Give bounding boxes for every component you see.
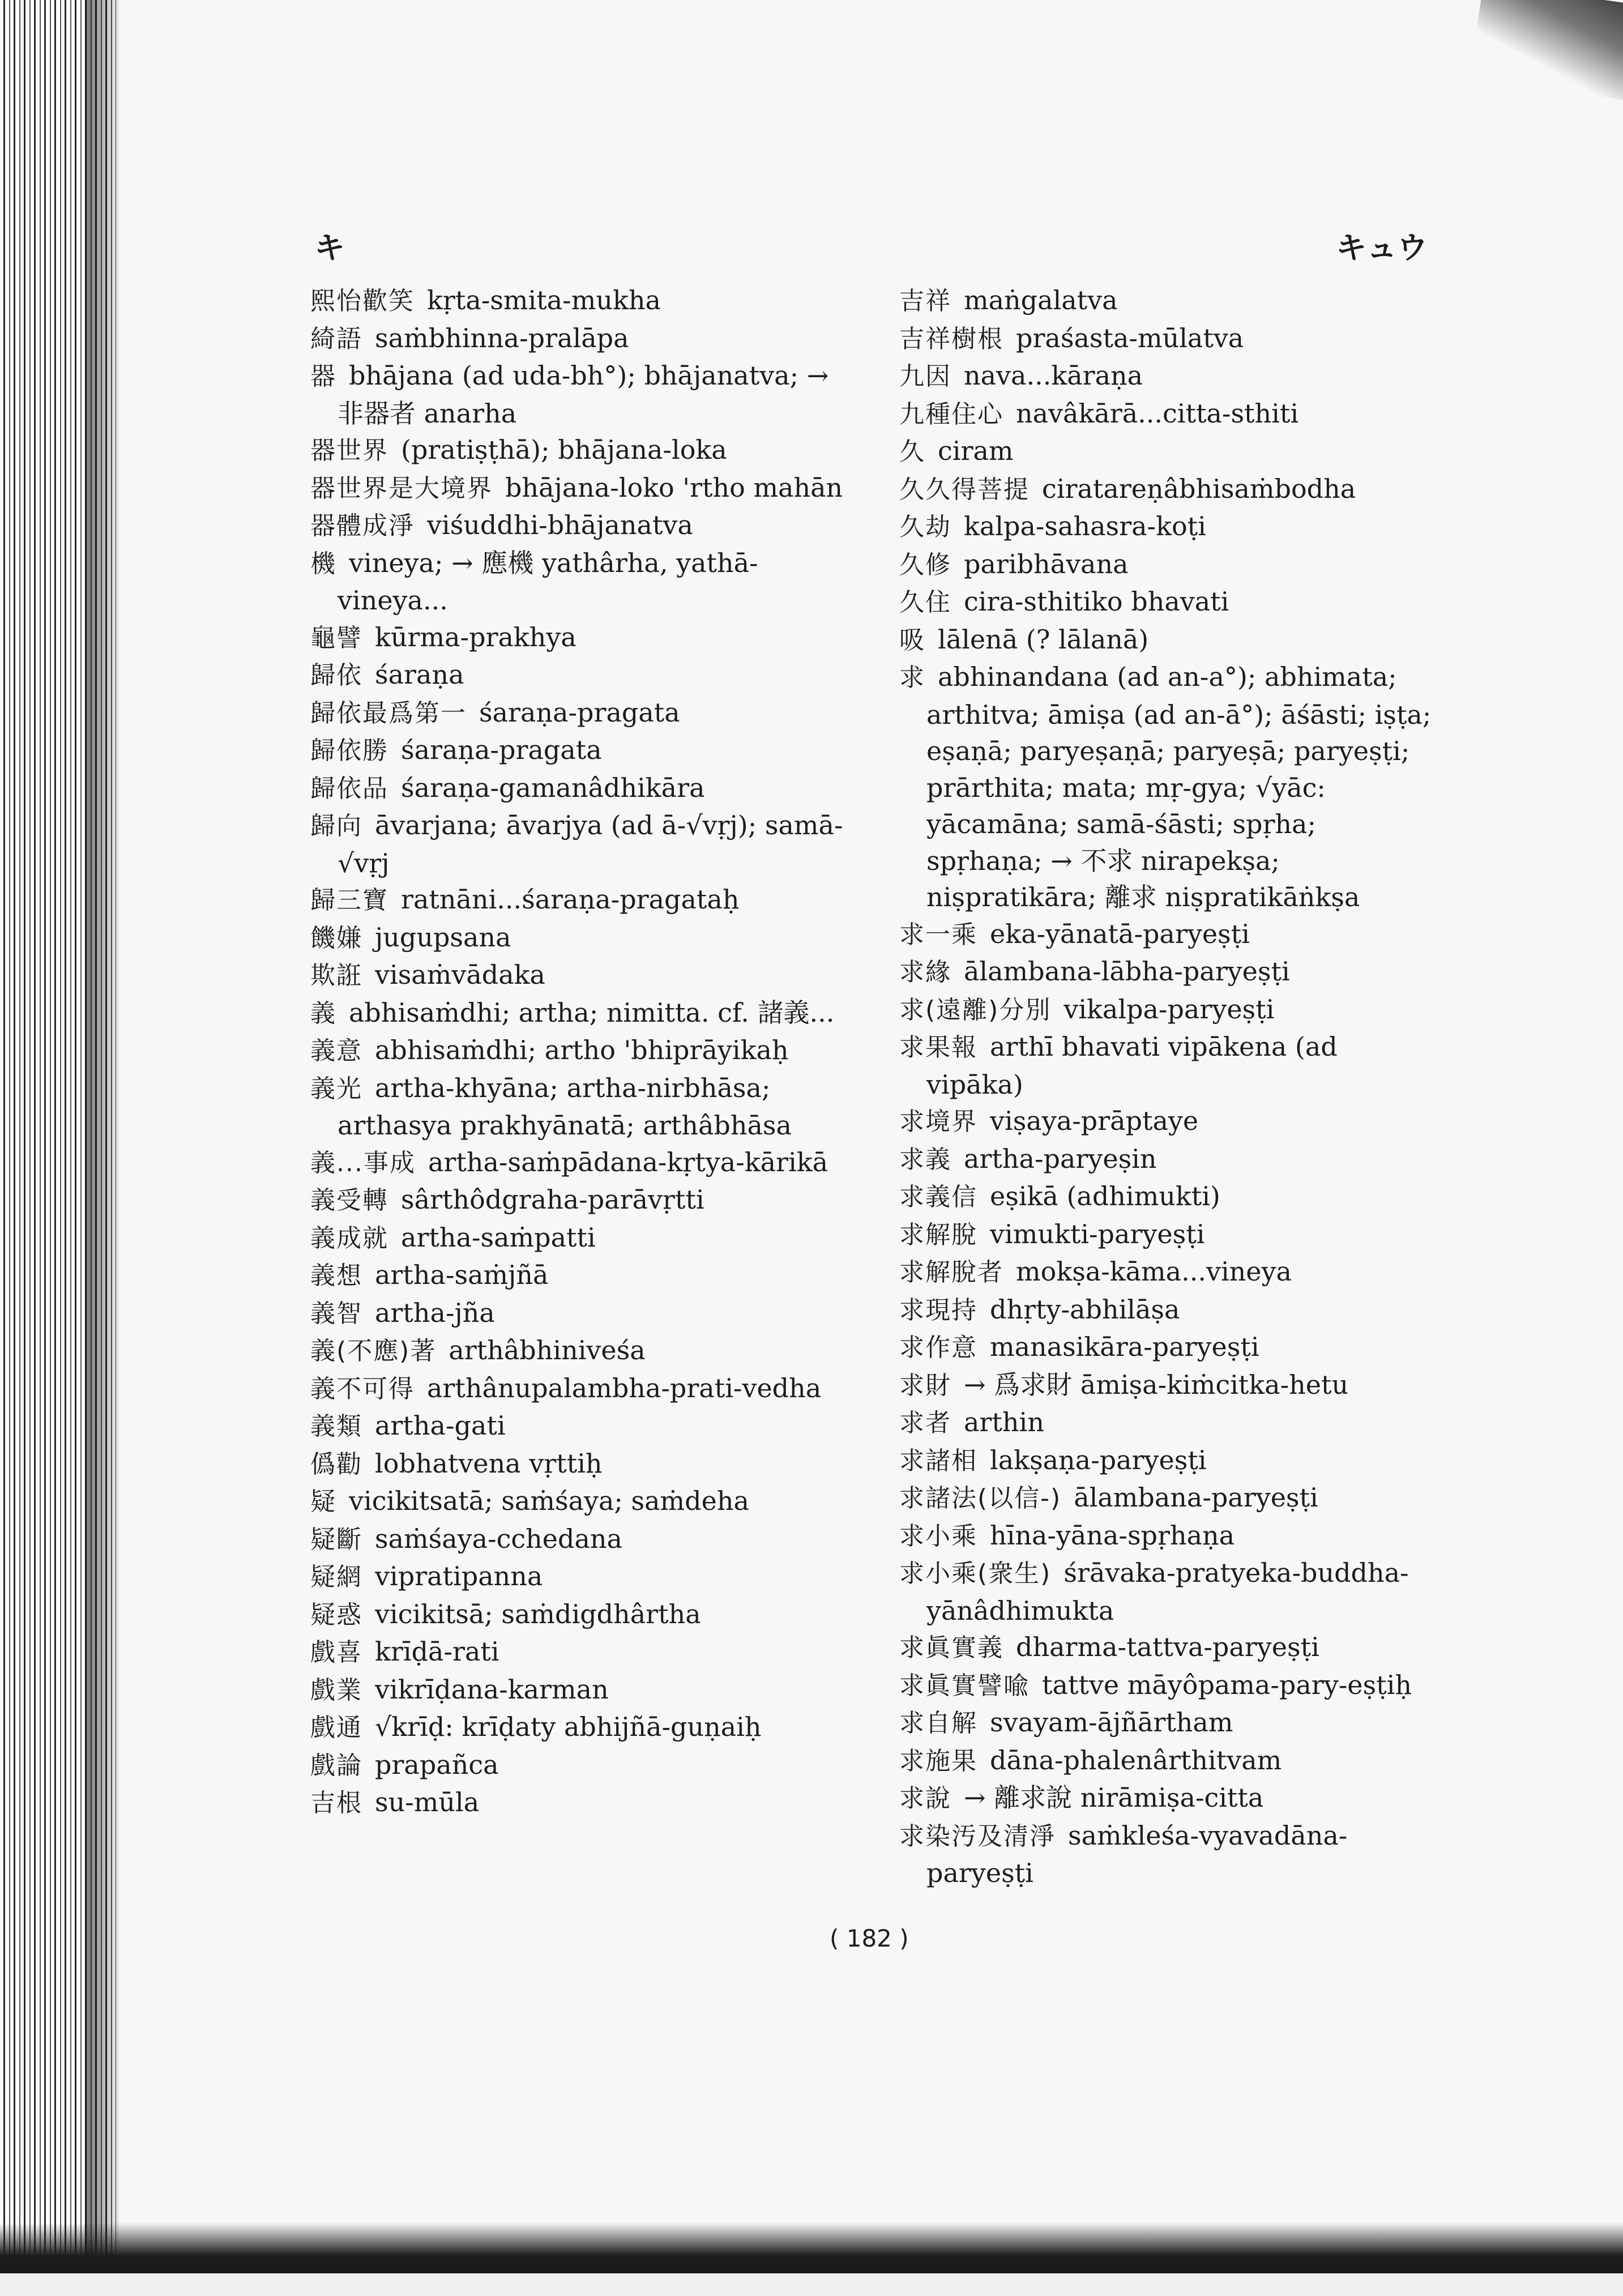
- dictionary-entry: [310, 995, 845, 1032]
- dictionary-entry: [310, 881, 845, 919]
- dictionary-entry: [899, 546, 1440, 584]
- entry-sanskrit: arthin: [964, 1407, 1044, 1437]
- dictionary-entry: [310, 1521, 845, 1559]
- dictionary-entry: [310, 1671, 845, 1709]
- entry-term: 疑惑: [310, 1600, 362, 1629]
- dictionary-entry: [899, 1367, 1440, 1405]
- entry-term: 戲通: [310, 1713, 362, 1742]
- running-header-left: キ: [314, 230, 345, 266]
- dictionary-entry: [899, 433, 1440, 471]
- entry-term: 吉根: [310, 1789, 362, 1817]
- dictionary-entry: [899, 1517, 1440, 1555]
- entry-sanskrit: vicikitsā; saṁdigdhârtha: [375, 1598, 701, 1629]
- entry-sanskrit: tattve māyôpama-pary-eṣṭiḥ: [1042, 1669, 1412, 1700]
- entry-term: 求眞實譬喩: [899, 1671, 1030, 1700]
- entry-term: 器世界是大境界: [310, 473, 493, 503]
- entry-term: 九因: [899, 362, 951, 391]
- entry-term: 義光: [310, 1074, 362, 1103]
- entry-sanskrit: vicikitsatā; saṁśaya; saṁdeha: [349, 1486, 749, 1516]
- dictionary-entry: [899, 1178, 1440, 1216]
- dictionary-entry: [310, 1295, 845, 1333]
- entry-term: 義: [310, 998, 336, 1028]
- entry-term: 歸依最爲第一: [310, 698, 467, 728]
- dictionary-entry: [899, 1817, 1440, 1892]
- dictionary-entry: [310, 470, 845, 507]
- entry-sanskrit: saṁbhinna-pralāpa: [375, 322, 629, 353]
- entry-term: 戲論: [310, 1751, 362, 1780]
- entry-sanskrit: artha-paryeṣin: [964, 1143, 1157, 1174]
- dictionary-entry: [310, 1709, 845, 1747]
- entry-sanskrit: lobhatvena vṛttiḥ: [375, 1448, 603, 1479]
- dictionary-entry: [899, 1442, 1440, 1480]
- entry-term: 求諸相: [899, 1446, 977, 1475]
- dictionary-entry: [899, 1253, 1440, 1291]
- entry-term: 歸三寶: [310, 886, 388, 915]
- entry-sanskrit: śaraṇa: [375, 659, 464, 690]
- entry-term: 歸依品: [310, 774, 388, 803]
- entry-sanskrit: vipratipanna: [375, 1561, 543, 1591]
- dictionary-entry: [310, 770, 845, 808]
- entry-sanskrit: maṅgalatva: [964, 285, 1118, 315]
- dictionary-entry: [899, 1141, 1440, 1179]
- dictionary-entry: [899, 357, 1440, 395]
- entry-term: 求義信: [899, 1183, 977, 1211]
- entry-sanskrit: śaraṇa-pragata: [479, 697, 680, 728]
- entry-sanskrit: √krīḍ: krīḍaty abhijñā-guṇaiḥ: [375, 1712, 762, 1742]
- entry-sanskrit: artha-khyāna; artha-nirbhāsa; arthasya prakhyānatā; arthâbhāsa: [338, 1072, 792, 1141]
- entry-term: 求自解: [899, 1709, 977, 1738]
- dictionary-entry: [899, 471, 1440, 509]
- entry-term: 綺語: [310, 324, 362, 353]
- dictionary-entry: [899, 991, 1440, 1029]
- entry-sanskrit: navâkārā...citta-sthiti: [1016, 398, 1299, 429]
- entry-term: 疑斷: [310, 1525, 362, 1554]
- entry-sanskrit: artha-jña: [375, 1297, 495, 1328]
- entry-sanskrit: vineya; → 應機 yathârha, yathā-vineya...: [338, 547, 758, 616]
- entry-sanskrit: manasikāra-paryeṣṭi: [990, 1331, 1259, 1362]
- entry-term: 求施果: [899, 1746, 977, 1776]
- entry-term: 欺誑: [310, 961, 362, 990]
- entry-sanskrit: → 離求說 nirāmiṣa-citta: [964, 1782, 1264, 1813]
- dictionary-entry: [310, 1558, 845, 1596]
- dictionary-entry: [310, 1370, 845, 1408]
- entry-term: 求眞實義: [899, 1633, 1003, 1662]
- page-curl: [1470, 0, 1623, 102]
- left-column: [310, 282, 845, 1822]
- dictionary-entry: [310, 1257, 845, 1295]
- entry-sanskrit: abhisaṁdhi; artha; nimitta. cf. 諸義...: [349, 997, 835, 1028]
- dictionary-entry: [899, 953, 1440, 991]
- entry-sanskrit: eṣikā (adhimukti): [990, 1181, 1220, 1211]
- entry-term: 求小乘(衆生): [899, 1559, 1052, 1588]
- entry-sanskrit: nava...kāraṇa: [964, 360, 1143, 391]
- dictionary-entry: [899, 1779, 1440, 1817]
- right-column: [899, 282, 1440, 1892]
- entry-term: 歸依勝: [310, 736, 388, 765]
- entry-term: 久久得菩提: [899, 475, 1030, 504]
- dictionary-entry: [899, 1028, 1440, 1103]
- entry-term: 久劫: [899, 513, 951, 541]
- entry-term: 久: [899, 437, 925, 466]
- entry-sanskrit: śaraṇa-pragata: [401, 735, 602, 765]
- dictionary-entry: [899, 1103, 1440, 1141]
- entry-sanskrit: āvarjana; āvarjya (ad ā-√vṛj); samā-√vṛj: [338, 810, 843, 878]
- entry-term: 義不可得: [310, 1374, 415, 1403]
- entry-sanskrit: dāna-phalenârthitvam: [990, 1744, 1282, 1776]
- entry-term: 戲業: [310, 1675, 362, 1705]
- entry-sanskrit: prapañca: [375, 1749, 499, 1780]
- entry-sanskrit: (pratiṣṭhā); bhājana-loka: [401, 434, 727, 465]
- dictionary-entry: [899, 1742, 1440, 1780]
- dictionary-entry: [310, 732, 845, 770]
- entry-term: 義受轉: [310, 1186, 388, 1215]
- dictionary-entry: [899, 282, 1440, 320]
- entry-term: 器: [310, 362, 336, 391]
- dictionary-entry: [899, 659, 1440, 916]
- entry-term: 求者: [899, 1409, 951, 1437]
- dictionary-entry: [899, 1404, 1440, 1442]
- dictionary-entry: [899, 916, 1440, 954]
- entry-term: 歸依: [310, 661, 362, 690]
- bottom-edge: [0, 2273, 1623, 2296]
- dictionary-entry: [310, 357, 845, 432]
- entry-sanskrit: krīḍā-rati: [375, 1636, 499, 1667]
- entry-sanskrit: visaṁvādaka: [375, 959, 545, 990]
- entry-sanskrit: svayam-ājñārtham: [990, 1707, 1233, 1738]
- dictionary-entry: [310, 1483, 845, 1521]
- dictionary-entry: [310, 1070, 845, 1144]
- entry-term: 求緣: [899, 958, 951, 987]
- entry-sanskrit: artha-gati: [375, 1410, 506, 1441]
- entry-term: 求小乘: [899, 1521, 977, 1551]
- entry-sanskrit: lālenā (? lālanā): [938, 624, 1149, 655]
- dictionary-entry: [899, 1479, 1440, 1517]
- entry-sanskrit: kūrma-prakhya: [375, 621, 576, 652]
- dictionary-entry: [310, 1445, 845, 1483]
- dictionary-entry: [899, 1329, 1440, 1367]
- dictionary-entry: [310, 1332, 845, 1370]
- entry-sanskrit: śrāvaka-pratyeka-buddha-yānâdhimukta: [926, 1557, 1409, 1626]
- dictionary-entry: [310, 282, 845, 320]
- dictionary-entry: [310, 1219, 845, 1257]
- entry-term: 求境界: [899, 1107, 977, 1136]
- entry-sanskrit: bhājana-loko 'rtho mahān: [505, 472, 843, 503]
- dictionary-entry: [310, 1596, 845, 1634]
- entry-term: 久修: [899, 550, 951, 579]
- dictionary-entry: [310, 432, 845, 470]
- page-number: ( 182 ): [830, 1924, 909, 1952]
- entry-term: 九種住心: [899, 399, 1003, 429]
- entry-term: 器體成淨: [310, 511, 415, 540]
- entry-sanskrit: abhinandana (ad an-a°); abhimata; arthitva; āmiṣa (ad an-ā°); āśāsti; iṣṭa; eṣaṇā; paryeṣaṇā; paryeṣā; paryeṣṭi; prārthita; mata; mṛ-gya; √yāc: yācamāna; samā-śāsti; spṛha; spṛhaṇa; → 不求 nirapekṣa; niṣpratikāra; 離求 niṣpratikāṅkṣa: [926, 662, 1432, 912]
- entry-sanskrit: vikrīḍana-karman: [375, 1674, 609, 1705]
- entry-sanskrit: jugupsana: [375, 921, 511, 953]
- dictionary-entry: [899, 1629, 1440, 1667]
- dictionary-entry: [310, 919, 845, 957]
- entry-term: 求作意: [899, 1333, 977, 1362]
- dictionary-entry: [310, 1181, 845, 1219]
- entry-sanskrit: dhṛty-abhilāṣa: [990, 1294, 1180, 1325]
- entry-term: 求解脫: [899, 1220, 977, 1249]
- entry-sanskrit: viśuddhi-bhājanatva: [427, 510, 693, 540]
- dictionary-entry: [310, 1407, 845, 1445]
- entry-term: 義想: [310, 1261, 362, 1290]
- dictionary-entry: [899, 583, 1440, 621]
- entry-term: 求一乘: [899, 920, 977, 949]
- entry-term: 龜譬: [310, 623, 362, 652]
- entry-term: 義意: [310, 1036, 362, 1065]
- entry-term: 吉祥樹根: [899, 324, 1003, 353]
- entry-sanskrit: su-mūla: [375, 1787, 480, 1817]
- entry-term: 義智: [310, 1299, 362, 1328]
- entry-sanskrit: abhisaṁdhi; artho 'bhiprāyikaḥ: [375, 1035, 789, 1065]
- dictionary-entry: [310, 1784, 845, 1822]
- entry-term: 久住: [899, 588, 951, 617]
- entry-sanskrit: mokṣa-kāma...vineya: [1016, 1256, 1292, 1287]
- dictionary-entry: [310, 957, 845, 995]
- entry-term: 求諸法(以信-): [899, 1484, 1062, 1513]
- entry-sanskrit: ālambana-paryeṣṭi: [1074, 1482, 1318, 1513]
- entry-term: 熙怡歡笑: [310, 287, 415, 315]
- dictionary-entry: [899, 1704, 1440, 1742]
- entry-term: 義...事成: [310, 1148, 416, 1177]
- dictionary-entry: [310, 1032, 845, 1070]
- dictionary-entry: [899, 395, 1440, 433]
- entry-sanskrit: vikalpa-paryeṣṭi: [1064, 993, 1275, 1025]
- entry-sanskrit: arthâbhiniveśa: [449, 1335, 646, 1365]
- entry-sanskrit: hīna-yāna-spṛhaṇa: [990, 1520, 1235, 1551]
- entry-term: 饑嫌: [310, 923, 362, 953]
- dictionary-entry: [899, 1291, 1440, 1329]
- entry-term: 疑: [310, 1487, 336, 1516]
- entry-term: 器世界: [310, 436, 388, 465]
- entry-sanskrit: artha-saṁjñā: [375, 1260, 549, 1290]
- entry-term: 義類: [310, 1412, 362, 1441]
- dictionary-entry: [899, 1216, 1440, 1254]
- entry-term: 僞勸: [310, 1449, 362, 1479]
- entry-term: 求財: [899, 1371, 951, 1400]
- entry-sanskrit: paribhāvana: [964, 548, 1129, 579]
- entry-sanskrit: artha-saṁpādana-kṛtya-kārikā: [428, 1146, 828, 1177]
- dictionary-entry: [310, 807, 845, 881]
- entry-term: 求果報: [899, 1033, 977, 1062]
- entry-term: 求(遠離)分別: [899, 995, 1052, 1025]
- dictionary-entry: [310, 507, 845, 545]
- entry-term: 求義: [899, 1145, 951, 1174]
- entry-term: 戲喜: [310, 1638, 362, 1667]
- dictionary-entry: [899, 1667, 1440, 1705]
- entry-term: 求染汚及清淨: [899, 1821, 1056, 1851]
- entry-term: 吸: [899, 625, 925, 655]
- entry-term: 求說: [899, 1784, 951, 1813]
- entry-sanskrit: ciratareṇâbhisaṁbodha: [1042, 473, 1356, 504]
- entry-sanskrit: ciram: [938, 436, 1014, 466]
- entry-sanskrit: artha-saṁpatti: [401, 1222, 596, 1253]
- entry-term: 義成就: [310, 1223, 388, 1253]
- spine-shadow: [85, 0, 119, 2296]
- entry-sanskrit: kalpa-sahasra-koṭi: [964, 511, 1206, 541]
- dictionary-entry: [899, 1555, 1440, 1629]
- entry-sanskrit: → 爲求財 āmiṣa-kiṁcitka-hetu: [964, 1369, 1349, 1400]
- dictionary-entry: [310, 320, 845, 358]
- entry-term: 求解脫者: [899, 1258, 1003, 1287]
- entry-sanskrit: sârthôdgraha-parāvṛtti: [401, 1184, 704, 1215]
- entry-sanskrit: saṁkleśa-vyavadāna-paryeṣṭi: [926, 1820, 1348, 1888]
- running-header-right: キュウ: [1336, 230, 1428, 266]
- entry-term: 求現持: [899, 1295, 977, 1325]
- entry-sanskrit: eka-yānatā-paryeṣṭi: [990, 918, 1250, 949]
- entry-sanskrit: saṁśaya-cchedana: [375, 1523, 622, 1554]
- entry-term: 吉祥: [899, 287, 951, 315]
- entry-sanskrit: arthânupalambha-prati-vedha: [427, 1372, 822, 1403]
- entry-sanskrit: kṛta-smita-mukha: [427, 285, 661, 315]
- dictionary-entry: [899, 508, 1440, 546]
- dictionary-entry: [899, 621, 1440, 659]
- dictionary-entry: [310, 545, 845, 619]
- dictionary-entry: [310, 656, 845, 694]
- entry-term: 疑網: [310, 1563, 362, 1591]
- entry-sanskrit: ālambana-lābha-paryeṣṭi: [964, 956, 1290, 987]
- entry-sanskrit: cira-sthitiko bhavati: [964, 586, 1229, 617]
- dictionary-entry: [310, 1633, 845, 1671]
- entry-sanskrit: viṣaya-prāptaye: [990, 1106, 1199, 1136]
- dictionary-entry: [310, 1747, 845, 1785]
- entry-sanskrit: dharma-tattva-paryeṣṭi: [1016, 1632, 1319, 1662]
- entry-sanskrit: vimukti-paryeṣṭi: [990, 1218, 1205, 1249]
- entry-sanskrit: ratnāni...śaraṇa-pragataḥ: [401, 884, 740, 915]
- entry-term: 歸向: [310, 812, 362, 840]
- entry-sanskrit: praśasta-mūlatva: [1016, 322, 1244, 353]
- entry-sanskrit: bhājana (ad uda-bh°); bhājanatva; → 非器者 anarha: [338, 360, 829, 429]
- entry-term: 機: [310, 549, 336, 578]
- dictionary-entry: [899, 320, 1440, 358]
- entry-sanskrit: arthī bhavati vipākena (ad vipāka): [926, 1031, 1338, 1100]
- dictionary-entry: [310, 1144, 845, 1182]
- entry-sanskrit: lakṣaṇa-paryeṣṭi: [990, 1444, 1207, 1475]
- entry-term: 義(不應)著: [310, 1337, 437, 1365]
- dictionary-entry: [310, 694, 845, 732]
- dictionary-entry: [310, 619, 845, 657]
- entry-term: 求: [899, 663, 925, 692]
- entry-sanskrit: śaraṇa-gamanâdhikāra: [401, 772, 705, 803]
